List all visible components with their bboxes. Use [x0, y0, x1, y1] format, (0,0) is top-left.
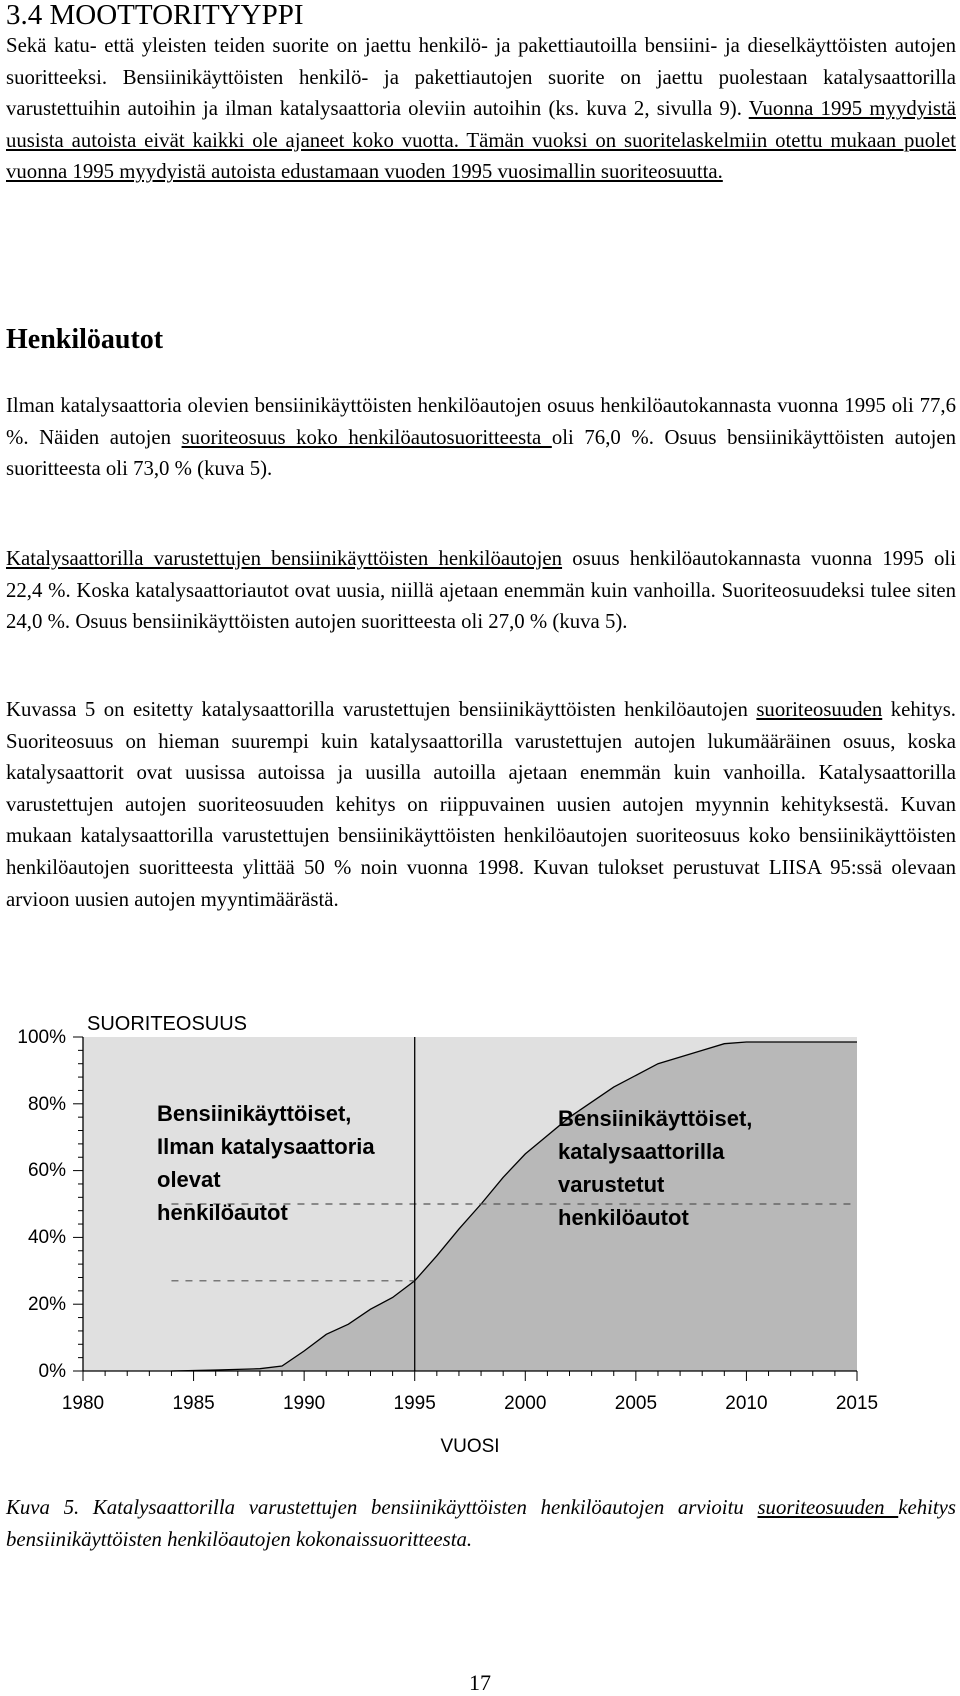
- paragraph-figure-description-a: Kuvassa 5 on esitetty katalysaattorilla varustettujen bensiinikäyttöisten henkilöautojen: [6, 698, 757, 721]
- figure-caption-b: kehitys bensiinikäyttöisten henkilöautojen kokonaissuoritteesta.: [6, 1496, 956, 1551]
- paragraph-non-catalyst-a: Ilman katalysaattoria olevien bensiinikäyttöisten henkilöautojen osuus henkilöautokannasta vuonna 1995 oli 77,6 %. Näiden autojen: [6, 394, 956, 449]
- annotation-non-catalyst-line-3: olevat: [157, 1167, 221, 1192]
- y-tick-label-0: 0%: [38, 1361, 66, 1382]
- y-tick-label-80: 80%: [27, 1094, 66, 1115]
- page-number: 17: [469, 1670, 491, 1695]
- section-heading: 3.4 MOOTTORITYYPPI: [6, 0, 304, 31]
- chart-title: SUORITEOSUUS: [87, 1013, 248, 1035]
- annotation-catalyst-line-4: henkilöautot: [558, 1205, 689, 1230]
- x-tick-label-2000: 2000: [504, 1393, 547, 1414]
- x-tick-label-1995: 1995: [393, 1393, 436, 1414]
- x-axis-label: VUOSI: [440, 1436, 500, 1457]
- paragraph-intro: [6, 30, 956, 188]
- annotation-catalyst-line-2: katalysaattorilla: [558, 1139, 725, 1164]
- figure-caption: [6, 1492, 956, 1555]
- paragraph-figure-description-b: kehitys. Suoriteosuus on hieman suurempi kuin katalysaattorilla varustettujen autojen lukumääräinen osuus, koska katalysaattorit ovat uusissa autoissa ja uusilla autoilla ajetaan enemmän kuin vanhoilla. Katalysaattorilla varustettujen autojen suoriteosuuden kehitys on riippuvainen uusien autojen myynnin kehityksestä. Kuvan mukaan katalysaattorilla varustettujen bensiinikäyttöisten henkilöautojen suoriteosuus koko bensiinikäyttöisten henkilöautojen suoritteesta ylittää 50 % noin vuonna 1998. Kuvan tulokset perustuvat LIISA 95:ssä olevaan arvioon uusien autojen myyntimäärästä.: [6, 698, 956, 911]
- annotation-non-catalyst-line-2: Ilman katalysaattoria: [157, 1134, 375, 1159]
- x-tick-label-2010: 2010: [725, 1393, 768, 1414]
- paragraph-catalyst-b: osuus henkilöautokannasta vuonna 1995 oli 22,4 %. Koska katalysaattoriautot ovat uusia, niillä ajetaan enemmän kuin vanhoilla. Suoriteosuudeksi tulee siten 24,0 %. Osuus bensiinikäyttöisten autojen suoritteesta oli 27,0 % (kuva 5).: [6, 547, 956, 634]
- suoriteosuus-chart: [0, 990, 960, 1480]
- annotation-catalyst-line-1: Bensiinikäyttöiset,: [558, 1106, 753, 1131]
- x-tick-label-2015: 2015: [835, 1393, 879, 1414]
- x-axis-minor-ticks: [83, 1371, 857, 1381]
- paragraph-figure-description: [6, 694, 956, 915]
- y-tick-label-100: 100%: [17, 1027, 66, 1048]
- x-tick-label-1985: 1985: [172, 1393, 215, 1414]
- annotation-non-catalyst-line-4: henkilöautot: [157, 1200, 288, 1225]
- y-tick-label-20: 20%: [27, 1294, 66, 1315]
- figure-caption-underlined: suoriteosuuden: [757, 1496, 899, 1519]
- annotation-non-catalyst-line-1: Bensiinikäyttöiset,: [157, 1101, 352, 1126]
- x-tick-label-1990: 1990: [282, 1393, 326, 1414]
- subheading-henkiloautot: Henkilöautot: [6, 324, 164, 355]
- paragraph-catalyst-underlined: Katalysaattorilla varustettujen bensiinikäyttöisten henkilöautojen: [6, 547, 563, 570]
- paragraph-non-catalyst: [6, 390, 956, 485]
- paragraph-non-catalyst-underlined: suoriteosuus koko henkilöautosuoritteesta: [181, 425, 552, 449]
- x-tick-label-1980: 1980: [61, 1393, 105, 1414]
- paragraph-non-catalyst-b: oli 76,0 %. Osuus bensiinikäyttöisten autojen suoritteesta oli 73,0 % (kuva 5).: [6, 425, 957, 481]
- y-tick-label-60: 60%: [27, 1160, 66, 1181]
- paragraph-figure-description-underlined: suoriteosuuden: [756, 698, 883, 721]
- x-tick-label-2005: 2005: [614, 1393, 658, 1414]
- paragraph-intro-underlined: Vuonna 1995 myydyistä uusista autoista eivät kaikki ole ajaneet koko vuotta. Tämän vuoksi on suoritelaskelmiin otettu mukaan puolet vuonna 1995 myydyistä autoista edustamaan vuoden 1995 vuosimallin suoriteosuutta.: [6, 97, 956, 184]
- y-tick-label-40: 40%: [27, 1227, 66, 1248]
- figure-caption-a: Kuva 5. Katalysaattorilla varustettujen bensiinikäyttöisten henkilöautojen arvioitu: [6, 1496, 758, 1519]
- y-axis-minor-ticks: [73, 1037, 83, 1371]
- paragraph-catalyst: [6, 543, 956, 638]
- paragraph-intro-text: Sekä katu- että yleisten teiden suorite on jaettu henkilö- ja pakettiautoilla bensiini- ja dieselkäyttöisten autojen suoritteeksi. Bensiinikäyttöisten henkilö- ja pakettiautojen suorite on jaettu puolestaan katalysaattorilla varustettuihin autoihin ja ilman katalysaattoria oleviin autoihin (ks. kuva 2, sivulla 9).: [6, 34, 956, 121]
- annotation-catalyst-line-3: varustetut: [558, 1172, 665, 1197]
